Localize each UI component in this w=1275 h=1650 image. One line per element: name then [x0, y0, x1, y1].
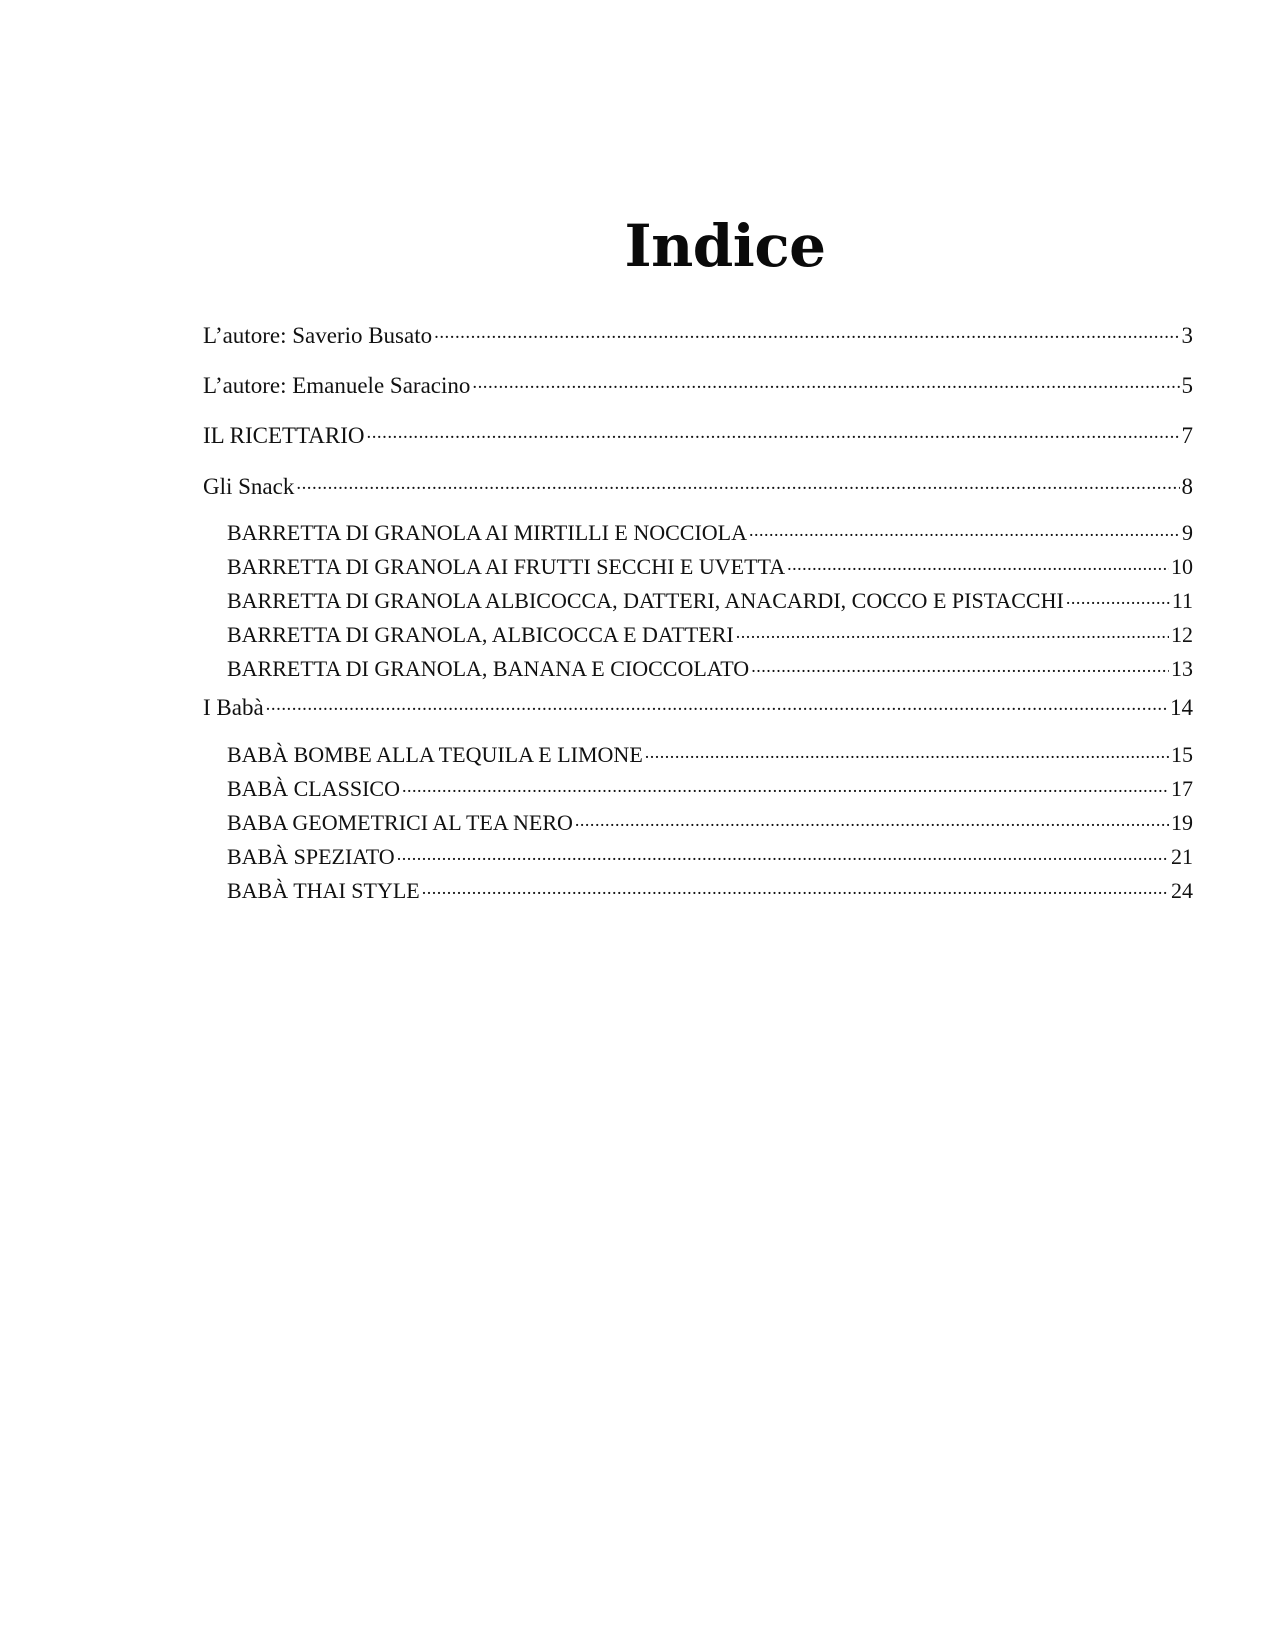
toc-entry-snack[interactable] [203, 471, 1193, 500]
dot-leader [366, 420, 1179, 443]
dot-leader [575, 808, 1169, 830]
toc-entry-page-number: 24 [1171, 878, 1193, 903]
toc-entry-baba[interactable] [203, 692, 1193, 721]
toc-entry-ricettario[interactable] [203, 420, 1193, 449]
dot-leader [422, 876, 1169, 898]
toc-entry-page-number: 14 [1170, 695, 1193, 720]
dot-leader [751, 654, 1169, 676]
toc-entry-label: BABÀ THAI STYLE [227, 878, 420, 903]
dot-leader [1066, 586, 1170, 608]
dot-leader [266, 692, 1168, 715]
toc-entry-autore-saracino[interactable] [203, 370, 1193, 399]
toc-subentry-baba-classico[interactable] [227, 774, 1193, 802]
dot-leader [402, 774, 1169, 796]
toc-entry-label: BARRETTA DI GRANOLA, BANANA E CIOCCOLATO [227, 656, 750, 681]
toc-entry-page-number: 9 [1182, 520, 1193, 545]
toc-entry-page-number: 21 [1171, 844, 1193, 869]
toc-subentry-barretta-albicocca-datteri[interactable] [227, 620, 1193, 648]
toc-entry-label: L’autore: Saverio Busato [203, 323, 433, 348]
toc-entry-page-number: 5 [1181, 373, 1193, 398]
toc-entry-page-number: 12 [1171, 622, 1193, 647]
dot-leader [645, 740, 1169, 762]
toc-entry-page-number: 17 [1171, 776, 1193, 801]
toc-entry-label: Gli Snack [203, 474, 295, 499]
toc-subentry-baba-tequila[interactable] [227, 740, 1193, 768]
toc-entry-page-number: 7 [1181, 423, 1193, 448]
toc-entry-page-number: 11 [1171, 588, 1193, 613]
toc-entry-label: L’autore: Emanuele Saracino [203, 373, 471, 398]
toc-subentry-baba-thai[interactable] [227, 876, 1193, 904]
dot-leader [787, 552, 1169, 574]
dot-leader [434, 320, 1179, 343]
toc-entry-label: IL RICETTARIO [203, 423, 365, 448]
toc-entry-page-number: 8 [1181, 474, 1193, 499]
toc-entry-label: BARRETTA DI GRANOLA ALBICOCCA, DATTERI, ANACARDI, COCCO E PISTACCHI [227, 588, 1064, 613]
dot-leader [397, 842, 1169, 864]
toc-entry-label: BABÀ SPEZIATO [227, 844, 395, 869]
dot-leader [296, 471, 1179, 494]
toc-entry-page-number: 15 [1171, 742, 1193, 767]
toc-entry-label: BABÀ CLASSICO [227, 776, 400, 801]
toc-entry-label: BABÀ BOMBE ALLA TEQUILA E LIMONE [227, 742, 643, 767]
dot-leader [749, 518, 1180, 540]
toc-entry-label: BABA GEOMETRICI AL TEA NERO [227, 810, 573, 835]
toc-entry-page-number: 19 [1171, 810, 1193, 835]
toc-entry-page-number: 10 [1171, 554, 1193, 579]
dot-leader [472, 370, 1179, 393]
toc-entry-label: BARRETTA DI GRANOLA, ALBICOCCA E DATTERI [227, 622, 734, 647]
toc-subentry-barretta-banana[interactable] [227, 654, 1193, 682]
toc-subentry-baba-geometrici[interactable] [227, 808, 1193, 836]
dot-leader [736, 620, 1169, 642]
toc-subentry-barretta-mirtilli[interactable] [227, 518, 1193, 546]
toc-entry-label: BARRETTA DI GRANOLA AI FRUTTI SECCHI E UVETTA [227, 554, 786, 579]
toc-entry-page-number: 3 [1181, 323, 1193, 348]
toc-entry-autore-busato[interactable] [203, 320, 1193, 349]
toc-subentry-barretta-frutti-secchi[interactable] [227, 552, 1193, 580]
toc-subentry-baba-speziato[interactable] [227, 842, 1193, 870]
toc-entry-page-number: 13 [1171, 656, 1193, 681]
toc-subentry-barretta-albicocca-pistacchi[interactable] [227, 586, 1193, 614]
page-title: Indice [624, 211, 826, 280]
toc-entry-label: I Babà [203, 695, 264, 720]
toc-entry-label: BARRETTA DI GRANOLA AI MIRTILLI E NOCCIOLA [227, 520, 747, 545]
